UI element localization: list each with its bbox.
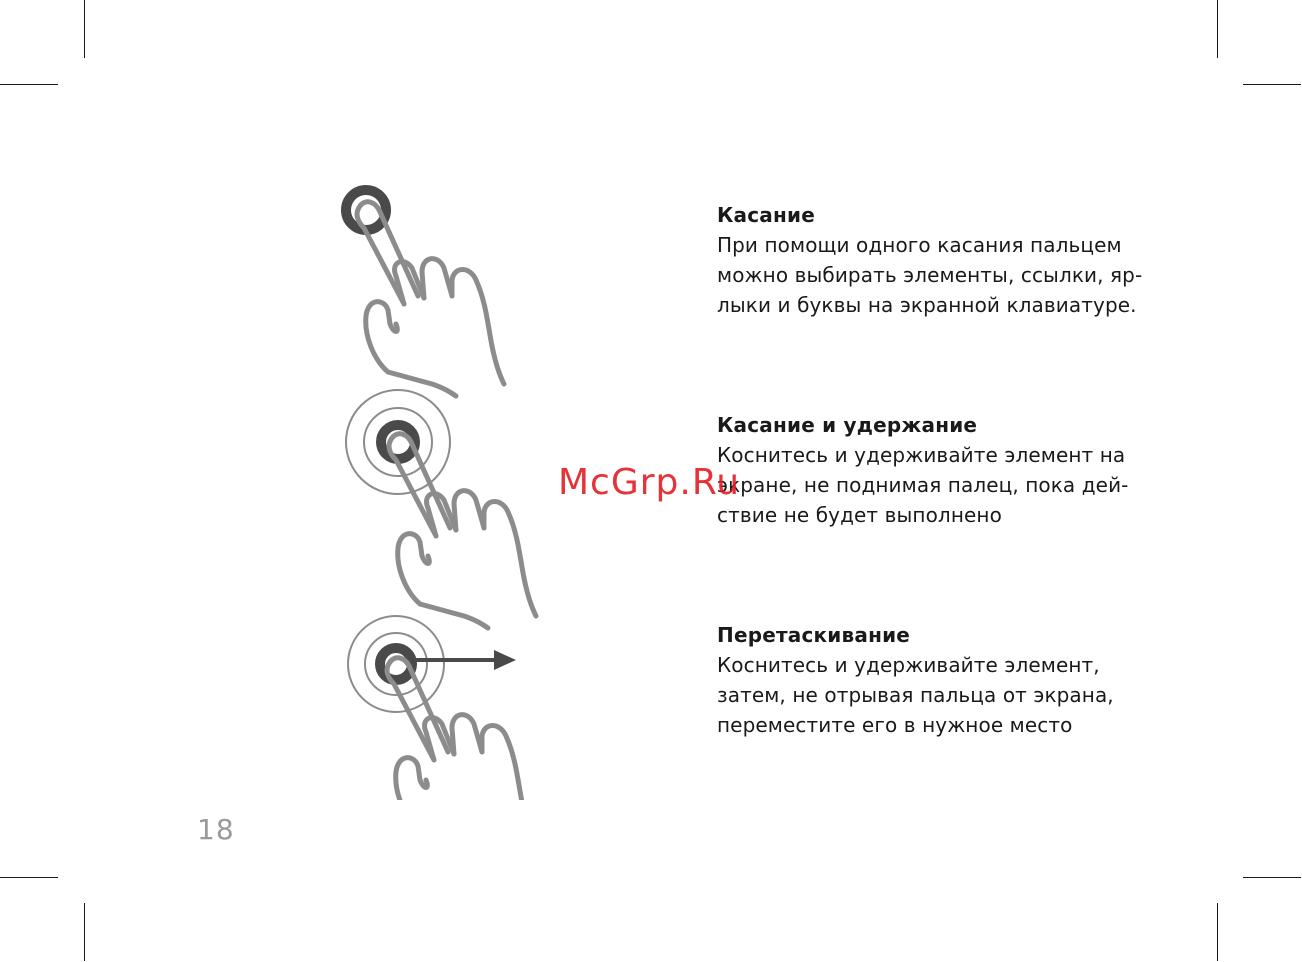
body-line: можно выбирать элементы, ссылки, яр- (717, 263, 1143, 287)
watermark: McGrp.Ru (558, 462, 741, 503)
tap-and-hold-hand-icon (346, 390, 536, 628)
body-line: При помощи одного касания пальцем (717, 233, 1122, 257)
section-body (717, 230, 1187, 320)
crop-mark-top-right-vertical (1217, 0, 1218, 58)
gesture-illustrations (330, 180, 560, 800)
section-title: Касание (717, 203, 815, 227)
section-title: Перетаскивание (717, 623, 911, 647)
crop-mark-bottom-left-vertical (84, 903, 85, 961)
page-number: 18 (197, 813, 235, 846)
crop-mark-top-left-vertical (84, 0, 85, 58)
body-line: Коснитесь и удерживайте элемент на (717, 443, 1126, 467)
section-body (717, 650, 1187, 740)
tap-hand-icon (346, 190, 504, 396)
section-title: Касание и удержание (717, 413, 978, 437)
section-tap (717, 200, 1187, 320)
body-line: лыки и буквы на экранной клавиатуре. (717, 293, 1137, 317)
crop-mark-bottom-right-vertical (1217, 903, 1218, 961)
crop-mark-bottom-left-horizontal (0, 877, 58, 878)
crop-mark-bottom-right-horizontal (1243, 877, 1301, 878)
body-line: переместите его в нужное место (717, 713, 1073, 737)
body-line: затем, не отрывая пальца от экрана, (717, 683, 1114, 707)
drag-hand-icon (348, 616, 534, 800)
section-body (717, 440, 1187, 530)
body-line: экране, не поднимая палец, пока дей- (717, 473, 1129, 497)
section-drag (717, 620, 1187, 740)
drag-arrow-head (494, 650, 516, 670)
crop-mark-top-right-horizontal (1243, 84, 1301, 85)
section-tap-and-hold (717, 410, 1187, 530)
body-line: ствие не будет выполнено (717, 503, 1002, 527)
crop-mark-top-left-horizontal (0, 84, 58, 85)
body-line: Коснитесь и удерживайте элемент, (717, 653, 1100, 677)
